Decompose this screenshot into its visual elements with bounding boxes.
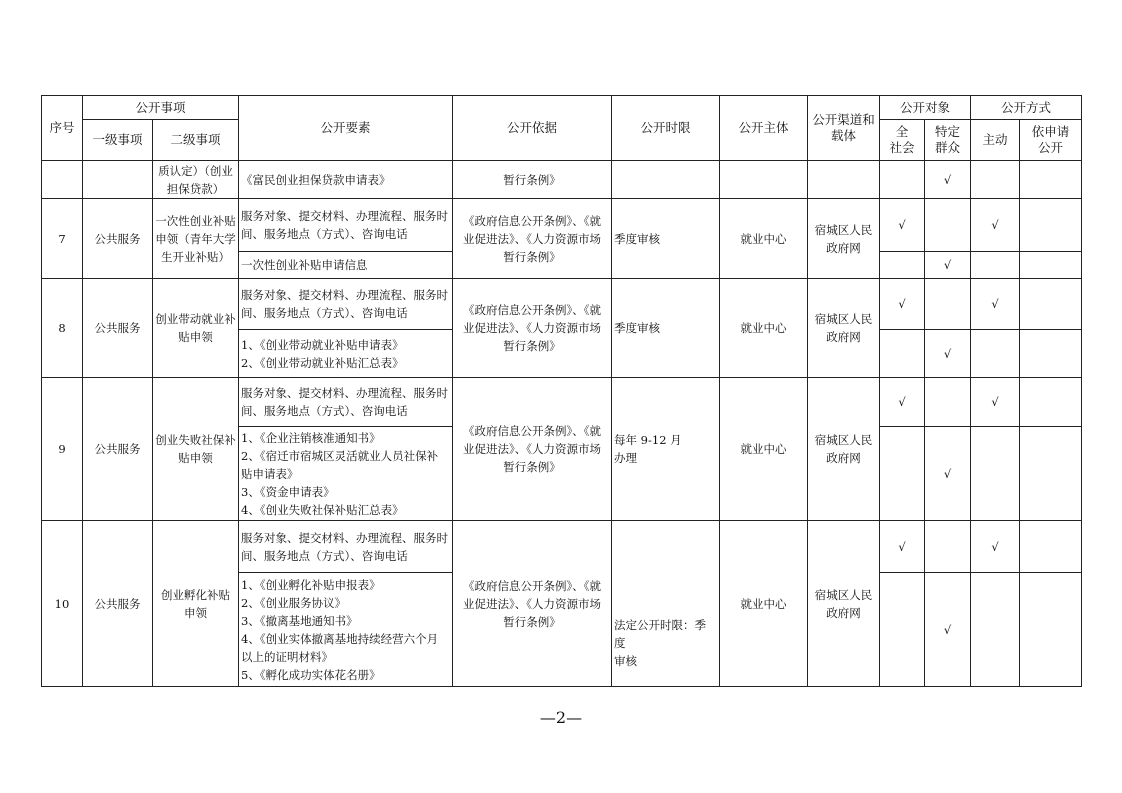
cell-level1: 公共服务 bbox=[83, 279, 153, 378]
header-elements: 公开要素 bbox=[239, 96, 453, 161]
cell-check-active bbox=[971, 573, 1020, 687]
cell-check-all bbox=[880, 427, 925, 521]
header-target-all: 全 社会 bbox=[880, 120, 925, 161]
check-mark: √ bbox=[880, 521, 925, 573]
table-row bbox=[42, 521, 1082, 573]
cell-check-all bbox=[880, 573, 925, 687]
cell-time-limit bbox=[612, 161, 720, 199]
check-mark: √ bbox=[971, 378, 1020, 427]
disclosure-table bbox=[41, 95, 1082, 687]
cell-basis: 暂行条例》 bbox=[453, 161, 612, 199]
cell-channel: 宿城区人民 政府网 bbox=[808, 378, 880, 521]
header-method-active: 主动 bbox=[971, 120, 1020, 161]
cell-seq: 10 bbox=[42, 521, 83, 687]
cell-channel: 宿城区人民 政府网 bbox=[808, 521, 880, 687]
cell-check-specific bbox=[925, 521, 971, 573]
cell-seq: 9 bbox=[42, 378, 83, 521]
check-mark: √ bbox=[880, 378, 925, 427]
cell-time-limit: 每年 9-12 月 办理 bbox=[612, 378, 720, 521]
check-mark: √ bbox=[880, 199, 925, 252]
header-method: 公开方式 bbox=[971, 96, 1082, 120]
cell-check-specific bbox=[925, 279, 971, 330]
cell-subject: 就业中心 bbox=[720, 279, 808, 378]
cell-check-apply bbox=[1020, 427, 1082, 521]
check-mark: √ bbox=[925, 161, 971, 199]
header-matter: 公开事项 bbox=[83, 96, 239, 120]
table-row bbox=[42, 199, 1082, 252]
cell-check-active bbox=[971, 427, 1020, 521]
table-row bbox=[42, 279, 1082, 330]
cell-level1: 公共服务 bbox=[83, 378, 153, 521]
cell-element: 1、《创业带动就业补贴申请表》 2、《创业带动就业补贴汇总表》 bbox=[239, 330, 453, 378]
cell-level2: 一次性创业补贴 申领（青年大学 生开业补贴） bbox=[153, 199, 239, 279]
cell-check-all bbox=[880, 252, 925, 279]
cell-element: 1、《企业注销核准通知书》 2、《宿迁市宿城区灵活就业人员社保补 贴申请表》 3、《资金申请表》 4、《创业失败社保补贴汇总表》 bbox=[239, 427, 453, 521]
cell-check-all bbox=[880, 161, 925, 199]
cell-check-active bbox=[971, 161, 1020, 199]
cell-check-apply bbox=[1020, 279, 1082, 330]
header-method-apply: 依申请 公开 bbox=[1020, 120, 1082, 161]
cell-level1: 公共服务 bbox=[83, 521, 153, 687]
cell-subject: 就业中心 bbox=[720, 199, 808, 279]
cell-level2: 创业孵化补贴 申领 bbox=[153, 521, 239, 687]
cell-channel bbox=[808, 161, 880, 199]
cell-level2: 创业带动就业补 贴申领 bbox=[153, 279, 239, 378]
check-mark: √ bbox=[971, 521, 1020, 573]
cell-element: 服务对象、提交材料、办理流程、服务时 间、服务地点（方式）、咨询电话 bbox=[239, 279, 453, 330]
cell-channel: 宿城区人民 政府网 bbox=[808, 199, 880, 279]
cell-level2: 质认定）（创业 担保贷款） bbox=[153, 161, 239, 199]
cell-check-all bbox=[880, 330, 925, 378]
check-mark: √ bbox=[925, 330, 971, 378]
cell-element: 服务对象、提交材料、办理流程、服务时 间、服务地点（方式）、咨询电话 bbox=[239, 378, 453, 427]
cell-channel: 宿城区人民 政府网 bbox=[808, 279, 880, 378]
check-mark: √ bbox=[925, 252, 971, 279]
cell-check-active bbox=[971, 330, 1020, 378]
cell-basis: 《政府信息公开条例》、《就 业促进法》、《人力资源市场 暂行条例》 bbox=[453, 521, 612, 687]
cell-check-apply bbox=[1020, 330, 1082, 378]
cell-check-apply bbox=[1020, 521, 1082, 573]
cell-check-specific bbox=[925, 378, 971, 427]
header-basis: 公开依据 bbox=[453, 96, 612, 161]
cell-check-apply bbox=[1020, 573, 1082, 687]
check-mark: √ bbox=[925, 573, 971, 687]
cell-check-apply bbox=[1020, 161, 1082, 199]
cell-basis: 《政府信息公开条例》、《就 业促进法》、《人力资源市场 暂行条例》 bbox=[453, 378, 612, 521]
check-mark: √ bbox=[925, 427, 971, 521]
cell-check-apply bbox=[1020, 199, 1082, 252]
check-mark: √ bbox=[971, 199, 1020, 252]
cell-element: 服务对象、提交材料、办理流程、服务时 间、服务地点（方式）、咨询电话 bbox=[239, 521, 453, 573]
header-target-specific: 特定 群众 bbox=[925, 120, 971, 161]
header-target: 公开对象 bbox=[880, 96, 971, 120]
header-subject: 公开主体 bbox=[720, 96, 808, 161]
cell-time-limit: 法定公开时限：季度 审核 bbox=[612, 521, 720, 687]
cell-seq bbox=[42, 161, 83, 199]
cell-element: 服务对象、提交材料、办理流程、服务时 间、服务地点（方式）、咨询电话 bbox=[239, 199, 453, 252]
header-time-limit: 公开时限 bbox=[612, 96, 720, 161]
cell-check-apply bbox=[1020, 252, 1082, 279]
header-seq: 序号 bbox=[42, 96, 83, 161]
cell-time-limit: 季度审核 bbox=[612, 199, 720, 279]
cell-check-specific bbox=[925, 199, 971, 252]
cell-level1 bbox=[83, 161, 153, 199]
cell-element: 1、《创业孵化补贴申报表》 2、《创业服务协议》 3、《撤离基地通知书》 4、《创业实体撤离基地持续经营六个月 以上的证明材料》 5、《孵化成功实体花名册》 bbox=[239, 573, 453, 687]
cell-basis: 《政府信息公开条例》、《就 业促进法》、《人力资源市场 暂行条例》 bbox=[453, 279, 612, 378]
cell-time-limit: 季度审核 bbox=[612, 279, 720, 378]
cell-subject: 就业中心 bbox=[720, 521, 808, 687]
table-row bbox=[42, 161, 1082, 199]
cell-seq: 8 bbox=[42, 279, 83, 378]
header-level1: 一级事项 bbox=[83, 120, 153, 161]
cell-check-active bbox=[971, 252, 1020, 279]
cell-level1: 公共服务 bbox=[83, 199, 153, 279]
cell-subject bbox=[720, 161, 808, 199]
cell-element: 一次性创业补贴申请信息 bbox=[239, 252, 453, 279]
table-row bbox=[42, 378, 1082, 427]
header-level2: 二级事项 bbox=[153, 120, 239, 161]
cell-check-apply bbox=[1020, 378, 1082, 427]
page-number: —2— bbox=[539, 708, 583, 727]
cell-level2: 创业失败社保补 贴申领 bbox=[153, 378, 239, 521]
cell-basis: 《政府信息公开条例》、《就 业促进法》、《人力资源市场 暂行条例》 bbox=[453, 199, 612, 279]
check-mark: √ bbox=[880, 279, 925, 330]
check-mark: √ bbox=[971, 279, 1020, 330]
cell-seq: 7 bbox=[42, 199, 83, 279]
header-channel: 公开渠道和 载体 bbox=[808, 96, 880, 161]
cell-subject: 就业中心 bbox=[720, 378, 808, 521]
cell-element: 《富民创业担保贷款申请表》 bbox=[239, 161, 453, 199]
